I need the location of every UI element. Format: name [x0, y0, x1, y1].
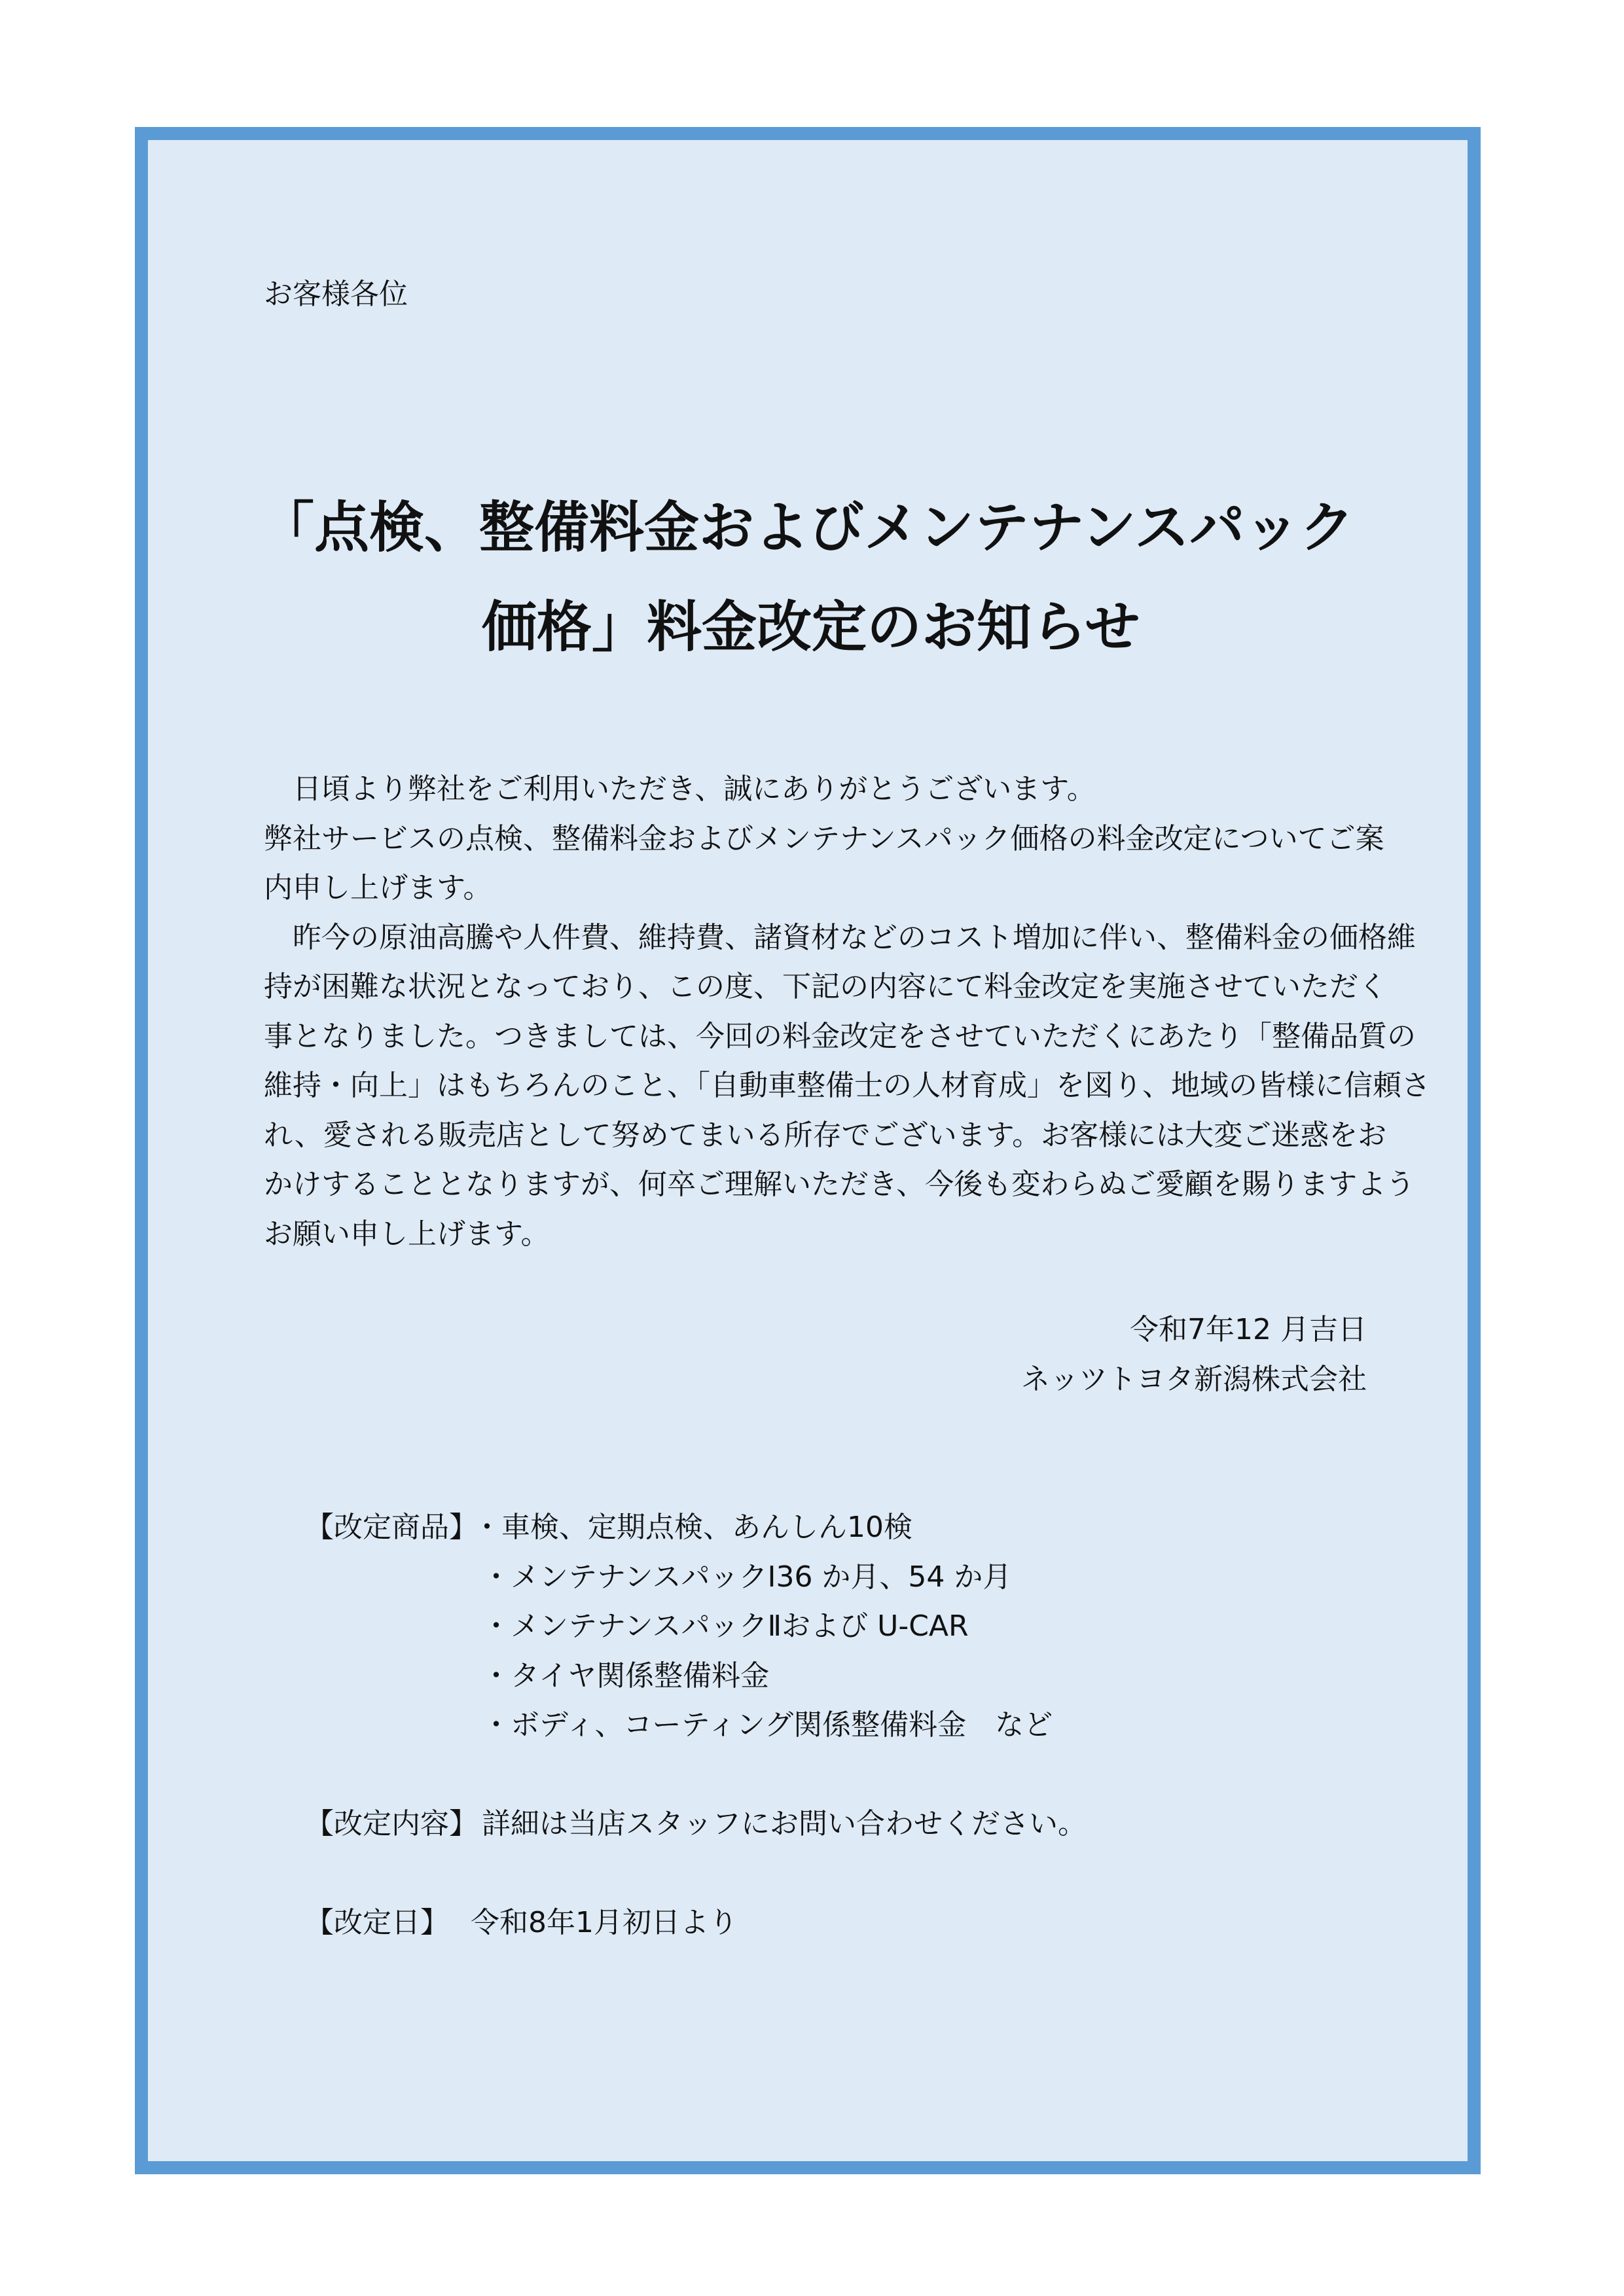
date-label: 【改定日】 [305, 1906, 449, 1939]
body-line: 内申し上げます。 [264, 871, 492, 905]
content-row [305, 1799, 1087, 1849]
company-name: ネッツトヨタ新潟株式会社 [1021, 1363, 1367, 1396]
products-label: 【改定商品】 [305, 1511, 478, 1544]
title-line-1: 「点検、整備料金およびメンテナンスパック [259, 495, 1355, 560]
spacer [305, 1849, 1087, 1899]
body-line: れ、愛される販売店として努めてまいる所存でございます。お客様には大変ご迷惑をお [264, 1118, 1387, 1152]
spacer [305, 1750, 1087, 1800]
signature-block [1021, 1305, 1367, 1405]
body-line: 日頃より弊社をご利用いただき、誠にありがとうございます。 [293, 772, 1096, 806]
list-item: ・メンテナンスパックⅠ36 か月、54 か月 [482, 1560, 1012, 1594]
list-item: ・タイヤ関係整備料金 [482, 1659, 770, 1693]
list-item: ・ボディ、コーティング関係整備料金 など [482, 1708, 1053, 1742]
body-line: 昨今の原油高騰や人件費、維持費、諸資材などのコスト増加に伴い、整備料金の価格維 [293, 920, 1416, 954]
list-item: ・メンテナンスパックⅡおよび U-CAR [482, 1609, 969, 1643]
content-value: 詳細は当店スタッフにお問い合わせください。 [482, 1807, 1087, 1840]
products-list [473, 1503, 1053, 1750]
addressee: お客様各位 [264, 278, 408, 311]
title-line-2: 価格」料金改定のお知らせ [482, 595, 1140, 659]
revision-details [305, 1503, 1087, 1948]
notice-title [259, 478, 1372, 677]
body-line: かけすることとなりますが、何卒ご理解いただき、今後も変わらぬご愛顧を賜りますよう [264, 1168, 1415, 1201]
notice-body [264, 764, 1430, 1259]
body-line: 持が困難な状況となっており、この度、下記の内容にて料金改定を実施させていただく [264, 970, 1387, 1003]
body-line: 維持・向上」はもちろんのこと、「自動車整備士の人材育成」を図り、地域の皆様に信頼さ [264, 1069, 1430, 1102]
list-item: ・車検、定期点検、あんしん10検 [473, 1511, 912, 1544]
content-label: 【改定内容】 [305, 1807, 478, 1840]
products-row [305, 1503, 1087, 1750]
body-line: 弊社サービスの点検、整備料金およびメンテナンスパック価格の料金改定についてご案 [264, 821, 1384, 855]
body-line: 事となりました。つきましては、今回の料金改定をさせていただくにあたり「整備品質の [264, 1019, 1416, 1053]
date-row [305, 1898, 1087, 1948]
issue-date: 令和7年12 月吉日 [1130, 1313, 1367, 1346]
body-line: お願い申し上げます。 [264, 1217, 550, 1251]
date-value: 令和8年1月初日より [471, 1906, 738, 1939]
